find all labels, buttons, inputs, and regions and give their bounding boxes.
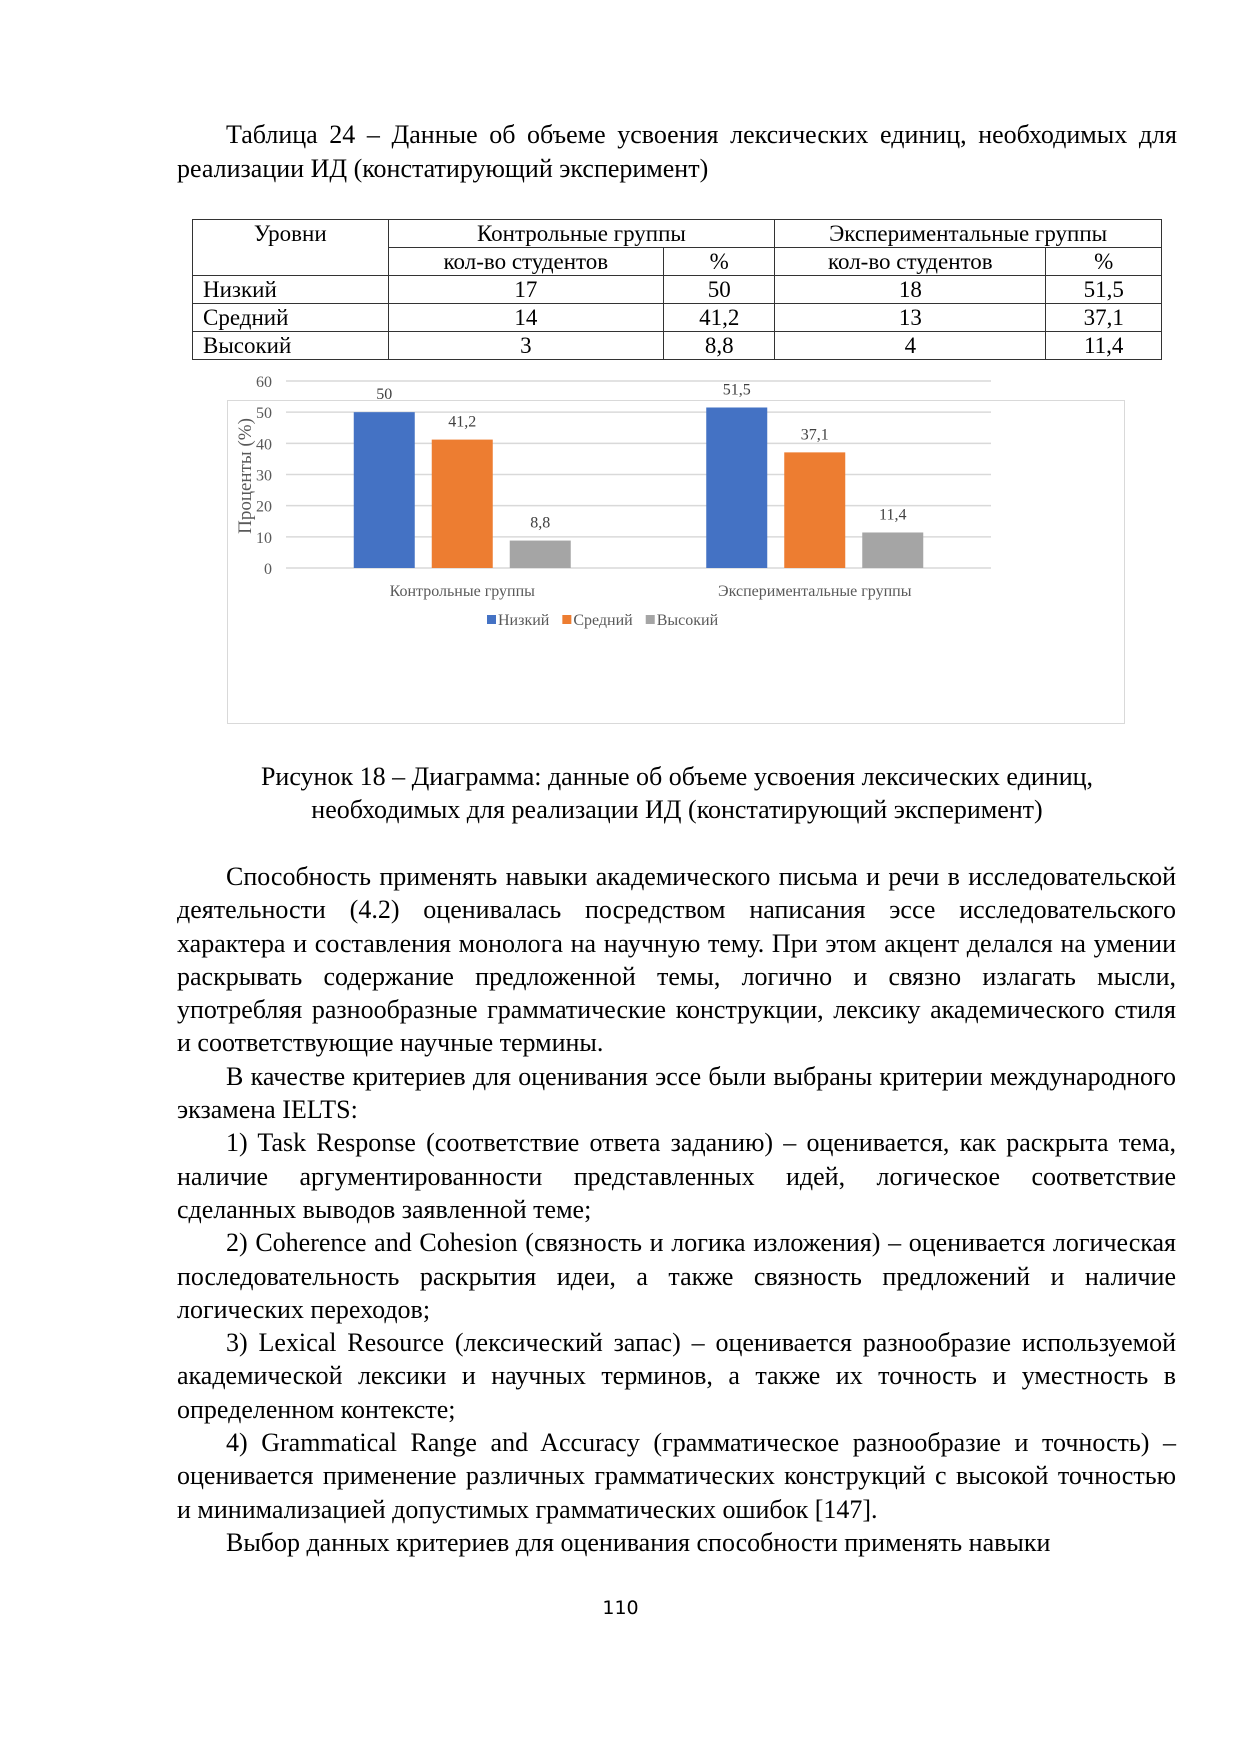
figure-caption-line: Рисунок 18 – Диаграмма: данные об объеме усвоения лексических единиц, bbox=[260, 762, 1094, 791]
cell-control-pct: 50 bbox=[664, 276, 775, 304]
subheader-count: кол-во студентов bbox=[388, 248, 664, 276]
data-label: 8,8 bbox=[530, 514, 551, 532]
list-item: 3) Lexical Resource (лексический запас) – оценивается разнообразие используемой академической лексики и научных терминов, а также их точность и уместность в определенном контексте; bbox=[177, 1328, 1176, 1424]
legend bbox=[487, 612, 719, 629]
data-label: 41,2 bbox=[448, 413, 477, 431]
bar bbox=[432, 440, 493, 568]
list-item: 2) Coherence and Cohesion (связность и логика изложения) – оценивается логическая последовательность раскрытия идеи, а также связность предложений и наличие логических переходов; bbox=[177, 1228, 1176, 1324]
list-item: 1) Task Response (соответствие ответа заданию) – оценивается, как раскрыта тема, наличие аргументированности представленных идей, логическое соответствие сделанных выводов заявленной теме; bbox=[177, 1128, 1176, 1224]
bar bbox=[706, 407, 767, 568]
table-row bbox=[193, 332, 1162, 360]
y-tick-label: 50 bbox=[256, 405, 272, 423]
x-category-label: Экспериментальные группы bbox=[718, 583, 912, 600]
y-tick-label: 10 bbox=[256, 529, 272, 547]
y-tick-label: 40 bbox=[256, 436, 272, 454]
cell-level: Низкий bbox=[193, 276, 389, 304]
x-axis-categories bbox=[390, 583, 912, 600]
y-tick-label: 60 bbox=[256, 374, 272, 391]
subheader-percent: % bbox=[664, 248, 775, 276]
legend-label: Высокий bbox=[656, 612, 719, 629]
bar bbox=[784, 452, 845, 568]
table-row bbox=[193, 276, 1162, 304]
cell-control-pct: 8,8 bbox=[664, 332, 775, 360]
header-experimental: Экспериментальные группы bbox=[775, 220, 1162, 248]
chart-svg bbox=[228, 374, 1124, 723]
bar bbox=[862, 532, 923, 568]
bars bbox=[354, 407, 924, 568]
table-caption-text: Таблица 24 – Данные об объеме усвоения лексических единиц, необходимых для реализации ИД (констатирующий эксперимент) bbox=[177, 120, 1177, 183]
bar bbox=[510, 541, 571, 568]
cell-control-count: 17 bbox=[388, 276, 664, 304]
cell-level: Высокий bbox=[193, 332, 389, 360]
data-label: 50 bbox=[376, 386, 393, 404]
y-tick-label: 30 bbox=[256, 467, 272, 485]
cell-exp-pct: 11,4 bbox=[1046, 332, 1162, 360]
header-control: Контрольные группы bbox=[388, 220, 775, 248]
table-row bbox=[193, 304, 1162, 332]
cell-control-count: 14 bbox=[388, 304, 664, 332]
cell-exp-count: 13 bbox=[775, 304, 1046, 332]
legend-swatch bbox=[646, 615, 655, 624]
y-tick-label: 20 bbox=[256, 498, 272, 516]
cell-exp-pct: 51,5 bbox=[1046, 276, 1162, 304]
data-label: 51,5 bbox=[722, 381, 751, 399]
body-text bbox=[177, 860, 1176, 1559]
paragraph: В качестве критериев для оценивания эссе были выбраны критерии международного экзамена IELTS: bbox=[177, 1061, 1176, 1125]
legend-label: Низкий bbox=[498, 612, 550, 629]
legend-swatch bbox=[562, 615, 571, 624]
cell-control-pct: 41,2 bbox=[664, 304, 775, 332]
legend-swatch bbox=[487, 615, 496, 624]
x-category-label: Контрольные группы bbox=[389, 583, 535, 600]
table-caption bbox=[177, 118, 1177, 186]
y-axis-label: Проценты (%) bbox=[235, 418, 256, 534]
cell-exp-pct: 37,1 bbox=[1046, 304, 1162, 332]
figure-caption bbox=[177, 760, 1177, 826]
subheader-count: кол-во студентов bbox=[775, 248, 1046, 276]
data-label: 37,1 bbox=[800, 426, 829, 444]
figure-caption-line: необходимых для реализации ИД (констатирующий эксперимент) bbox=[311, 795, 1043, 824]
y-axis-ticks bbox=[256, 374, 272, 578]
bar-chart bbox=[227, 374, 1125, 724]
paragraph: Выбор данных критериев для оценивания способности применять навыки bbox=[226, 1527, 1051, 1557]
legend-label: Средний bbox=[573, 612, 633, 629]
table-header-row bbox=[193, 220, 1162, 248]
cell-exp-count: 18 bbox=[775, 276, 1046, 304]
cell-exp-count: 4 bbox=[775, 332, 1046, 360]
bar bbox=[354, 412, 415, 568]
list-item: 4) Grammatical Range and Accuracy (грамматическое разнообразие и точность) – оценивается применение различных грамматических конструкций с высокой точностью и минимализацией допустимых грамматических ошибок [147]. bbox=[177, 1428, 1176, 1524]
cell-control-count: 3 bbox=[388, 332, 664, 360]
cell-level: Средний bbox=[193, 304, 389, 332]
data-table bbox=[192, 219, 1162, 360]
page-number: 110 bbox=[602, 1597, 639, 1619]
subheader-percent: % bbox=[1046, 248, 1162, 276]
y-tick-label: 0 bbox=[264, 561, 272, 578]
data-label: 11,4 bbox=[879, 506, 907, 524]
header-levels: Уровни bbox=[193, 220, 389, 276]
paragraph: Способность применять навыки академического письма и речи в исследовательской деятельности (4.2) оценивалась посредством написания эссе исследовательского характера и составления монолога на научную тему. При этом акцент делался на умении раскрывать содержание предложенной темы, логично и связно излагать мысли, употребляя разнообразные грамматические конструкции, лексику академического стиля и соответствующие научные термины. bbox=[177, 862, 1176, 1058]
